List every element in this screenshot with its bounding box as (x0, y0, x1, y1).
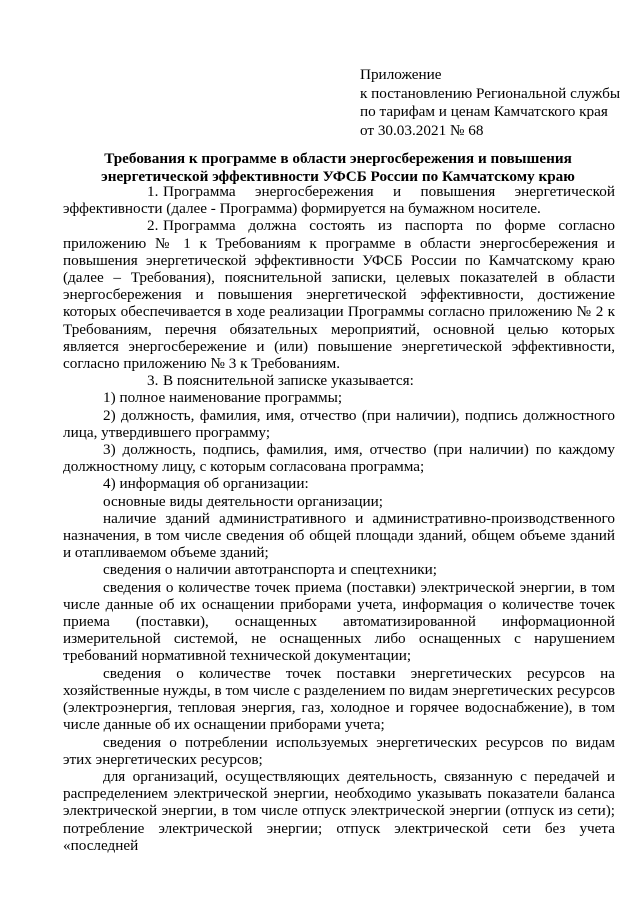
list-item: 2) должность, фамилия, имя, отчество (при наличии), подпись должностного лица, утвердившего программу; (63, 406, 615, 441)
paragraph-2 (63, 217, 615, 372)
list-item: для организаций, осуществляющих деятельность, связанную с передачей и распределением электрической энергии, необходимо указывать показатели баланса электрической энергии, в том числе отпуск электрической энергии (отпуск из сети); потребление электрической энергии; отпуск электрической сети без учета «последней (63, 767, 615, 854)
list-item: сведения о количестве точек приема (поставки) электрической энергии, в том числе данные об их оснащении приборами учета, информация о количестве точек приема (поставки), оснащенных автоматизированной информационной измерительной системой, не оснащенных либо оснащенных с нарушением требований нормативной технической документации; (63, 578, 615, 665)
paragraph-text: Программа должна состоять из паспорта по форме согласно приложению № 1 к Требованиям к программе в области энергосбережения и повышения энергетической эффективности УФСБ России по Камчатскому краю (далее – Требования), пояснительной записки, целевых показателей в области энергосбережения и повышения энергетической эффективности, достижение которых обеспечивается в ходе реализации Программы согласно приложению № 2 к Требованиям, перечня обязательных мероприятий, основной целью которых является энергосбережение и (или) повышение энергетической эффективности, согласно приложению № 3 к Требованиям. (63, 217, 615, 373)
appendix-header (360, 66, 630, 140)
list-item: сведения о количестве точек поставки энергетических ресурсов на хозяйственные нужды, в том числе с разделением по видам энергетических ресурсов (электроэнергия, тепловая энергия, газ, холодное и горячее водоснабжение), в том числе данные об их оснащении приборами учета; (63, 664, 615, 734)
paragraph-3 (63, 372, 615, 389)
paragraph-number: 2. (147, 217, 159, 235)
document-title: Требования к программе в области энергосбережения и повышения энергетической эффективности УФСБ России по Камчатскому краю (101, 150, 575, 185)
appendix-line-1: Приложение (360, 66, 442, 83)
paragraph-1 (63, 183, 615, 217)
list-item: 3) должность, подпись, фамилия, имя, отчество (при наличии) по каждому должностному лицу, с которым согласована программа; (63, 441, 615, 476)
list-item: 4) информация об организации: (103, 475, 309, 493)
list-item: сведения о потреблении используемых энергетических ресурсов по видам этих энергетических ресурсов; (63, 733, 615, 768)
document-body (63, 183, 615, 854)
list-item: основные виды деятельности организации; (103, 492, 383, 510)
paragraph-text: Программа энергосбережения и повышения энергетической эффективности (далее - Программа) формируется на бумажном носителе. (63, 183, 615, 218)
list-item: 1) полное наименование программы; (103, 389, 343, 407)
appendix-line-2: к постановлению Региональной службы (360, 84, 621, 102)
appendix-line-4: от 30.03.2021 № 68 (360, 121, 484, 139)
paragraph-text: В пояснительной записке указывается: (163, 372, 414, 390)
paragraph-number: 1. (147, 183, 159, 200)
appendix-line-3: по тарифам и ценам Камчатского края (360, 103, 608, 120)
list-item: сведения о наличии автотранспорта и спецтехники; (103, 561, 437, 579)
paragraph-number: 3. (147, 372, 159, 390)
list-item: наличие зданий административного и административно-производственного назначения, в том числе сведения об общей площади зданий, общем объеме зданий и отапливаемом объеме зданий; (63, 509, 615, 562)
